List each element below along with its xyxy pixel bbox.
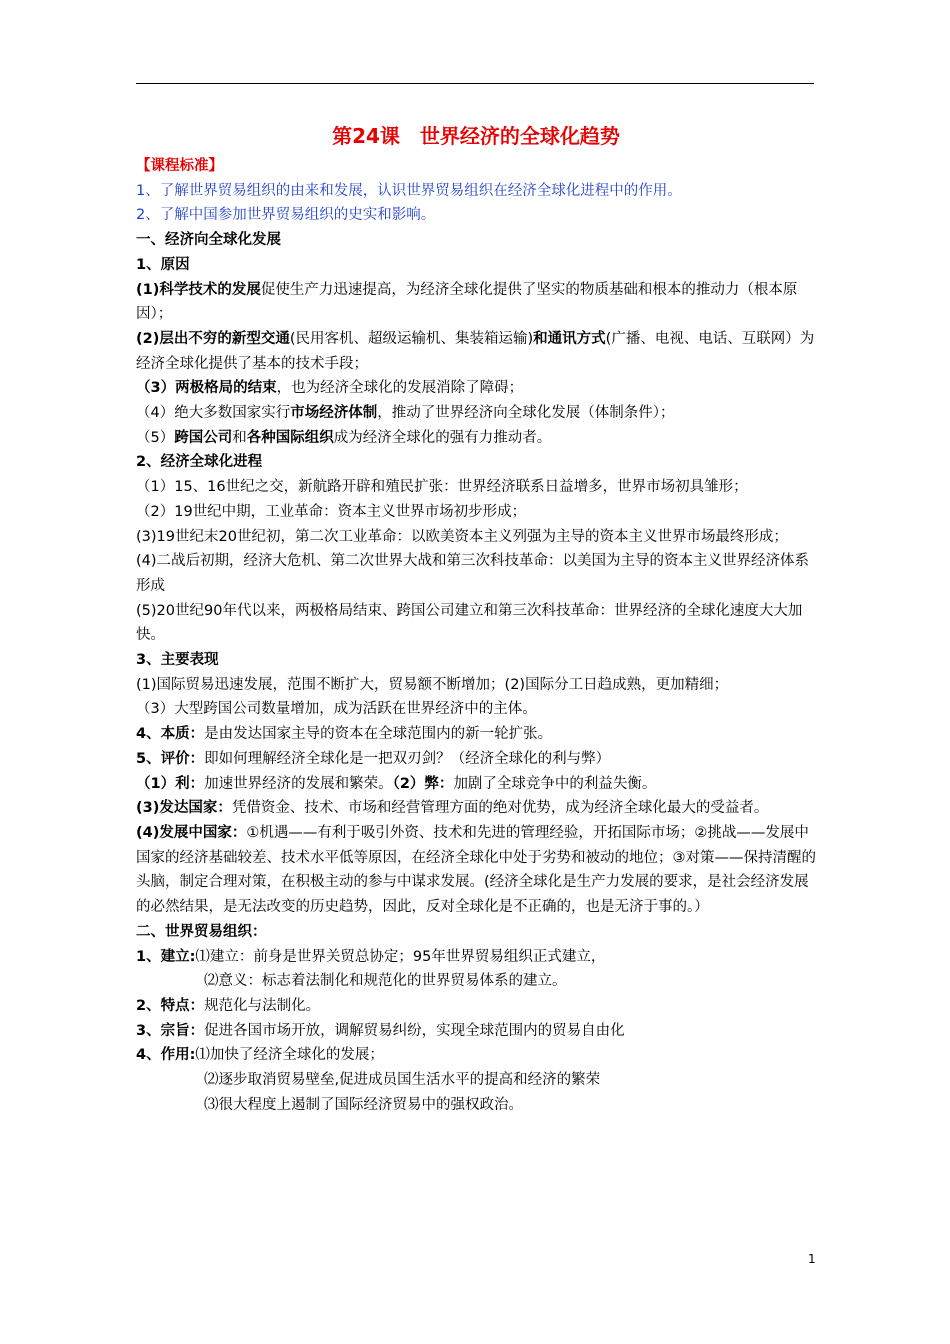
wto-purpose <box>136 1019 816 1044</box>
standard-label: 【课程标准】 <box>136 158 223 174</box>
reason-2-key-2: 和通讯方式 <box>533 330 606 347</box>
section-1-2-heading: 2、经济全球化进程 <box>136 454 263 471</box>
developed-text: 凭借资金、技术、市场和经营管理方面的绝对优势，成为经济全球化最大的受益者。 <box>231 800 769 817</box>
wto-role-2: ⑵逐步取消贸易壁垒,促进成员国生活水平的提高和经济的繁荣 <box>204 1072 601 1089</box>
manifestation-2: （3）大型跨国公司数量增加，成为活跃在世界经济中的主体。 <box>136 701 537 718</box>
reason-1-text: 促使生产力迅速提高，为经济全球化提供了坚实的物质基础和根本的推动力（根本原因）； <box>136 281 798 323</box>
process-3: (3)19世纪末20世纪初，第二次工业革命：以欧美资本主义列强为主导的资本主义世界市场最终形成； <box>136 528 788 545</box>
wto-features <box>136 994 816 1019</box>
reason-5-text-3: 成为经济全球化的强有力推动者。 <box>333 429 552 446</box>
developing-key: (4)发展中国家： <box>136 824 247 841</box>
standard-item-1: 1、了解世界贸易组织的由来和发展，认识世界贸易组织在经济全球化进程中的作用。 <box>136 182 682 199</box>
reason-5-key-1: 跨国公司 <box>174 429 233 446</box>
evaluation-text: 即如何理解经济全球化是一把双刃剑？（经济全球化的利与弊） <box>204 750 611 767</box>
reason-2-text-1: (民用客机、超级运输机、集装箱运输) <box>289 330 534 347</box>
wto-role-text-1: ⑴加快了经济全球化的发展； <box>195 1047 384 1064</box>
pros-text: 加速世界经济的发展和繁荣。 <box>204 775 393 792</box>
wto-features-text: 规范化与法制化。 <box>204 997 321 1014</box>
reason-1 <box>136 278 816 327</box>
document-body <box>136 118 816 1117</box>
reason-2 <box>136 327 816 376</box>
wto-role-3: ⑶很大程度上遏制了国际经济贸易中的强权政治。 <box>204 1096 523 1113</box>
developing-text: ①机遇——有利于吸引外资、技术和先进的管理经验，开拓国际市场；②挑战——发展中国家的经济基础较差、技术水平低等原因，在经济全球化中处于劣势和被动的地位；③对策——保持清醒的头脑，制定合理对策，在积极主动的参与中谋求发展。(经济全球化是生产力发展的要求，是社会经济发展的必然结果，是无法改变的历史趋势，因此，反对全球化是不正确的，也是无济于事的。） <box>136 824 816 916</box>
wto-role-key: 4、作用: <box>136 1047 196 1064</box>
evaluation <box>136 747 816 772</box>
wto-establish-text: ⑴建立：前身是世界关贸总协定；95年世界贸易组织正式建立， <box>195 948 606 965</box>
reason-4-text-1: （4）绝大多数国家实行 <box>136 405 291 422</box>
wto-features-key: 2、特点： <box>136 997 205 1014</box>
standard-item-2: 2、了解中国参加世界贸易组织的史实和影响。 <box>136 207 436 224</box>
wto-role <box>136 1043 816 1068</box>
reason-5-text-1: （5） <box>136 429 175 446</box>
page-number: 1 <box>808 1252 816 1266</box>
top-rule <box>136 83 814 84</box>
cons-text: 加剧了全球竞争中的利益失衡。 <box>453 775 657 792</box>
wto-purpose-key: 3、宗旨： <box>136 1022 205 1039</box>
section-1-heading: 一、经济向全球化发展 <box>136 232 281 249</box>
reason-5-text-2: 和 <box>232 429 247 446</box>
wto-significance: ⑵意义：标志着法制化和规范化的世界贸易体系的建立。 <box>204 973 567 990</box>
section-2-heading: 二、世界贸易组织： <box>136 923 267 940</box>
evaluation-pros-cons <box>136 772 816 797</box>
process-5: (5)20世纪90年代以来，两极格局结束、跨国公司建立和第三次科技革命：世界经济的全球化速度大大加快。 <box>136 602 803 644</box>
reason-1-key: (1)科学技术的发展 <box>136 281 261 298</box>
evaluation-developing <box>136 821 816 920</box>
section-1-3-heading: 3、主要表现 <box>136 652 219 669</box>
manifestation-1: (1)国际贸易迅速发展，范围不断扩大，贸易额不断增加；(2)国际分工日趋成熟，更加精细； <box>136 676 729 693</box>
process-4: (4)二战后初期，经济大危机、第二次世界大战和第三次科技革命：以美国为主导的资本主义世界经济体系形成 <box>136 553 810 594</box>
reason-3-text: ，也为经济全球化的发展消除了障碍； <box>276 380 524 397</box>
wto-establish-key: 1、建立: <box>136 948 196 965</box>
reason-5-key-2: 各种国际组织 <box>246 429 334 446</box>
reason-4-text-2: ，推动了世界经济向全球化发展（体制条件）； <box>377 405 675 422</box>
essence-key: 4、本质： <box>136 726 205 743</box>
reason-3 <box>136 376 816 401</box>
page-title: 第24课 世界经济的全球化趋势 <box>332 124 620 148</box>
reason-2-text-2: (广播、电视、电话、互联网）为经济全球化提供了基本的技术手段； <box>136 330 815 372</box>
reason-5 <box>136 426 816 451</box>
reason-4-key: 市场经济体制 <box>290 405 378 422</box>
developed-key: (3)发达国家： <box>136 800 232 817</box>
evaluation-developed <box>136 796 816 821</box>
wto-purpose-text: 促进各国市场开放，调解贸易纠纷，实现全球范围内的贸易自由化 <box>204 1022 625 1039</box>
process-1: （1）15、16世纪之交，新航路开辟和殖民扩张：世界经济联系日益增多，世界市场初具雏形； <box>136 479 748 496</box>
process-2: （2）19世纪中期，工业革命：资本主义世界市场初步形成； <box>136 503 527 520</box>
section-1-1-heading: 1、原因 <box>136 256 190 273</box>
evaluation-key: 5、评价： <box>136 750 205 767</box>
reason-4 <box>136 401 816 426</box>
cons-key: （2）弊： <box>392 775 454 792</box>
essence <box>136 722 816 747</box>
essence-text: 是由发达国家主导的资本在全球范围内的新一轮扩张。 <box>204 726 553 743</box>
wto-establish <box>136 945 816 970</box>
reason-3-key: （3）两极格局的结束 <box>136 380 277 397</box>
reason-2-key-1: (2)层出不穷的新型交通 <box>136 330 290 347</box>
pros-key: （1）利： <box>136 775 205 792</box>
